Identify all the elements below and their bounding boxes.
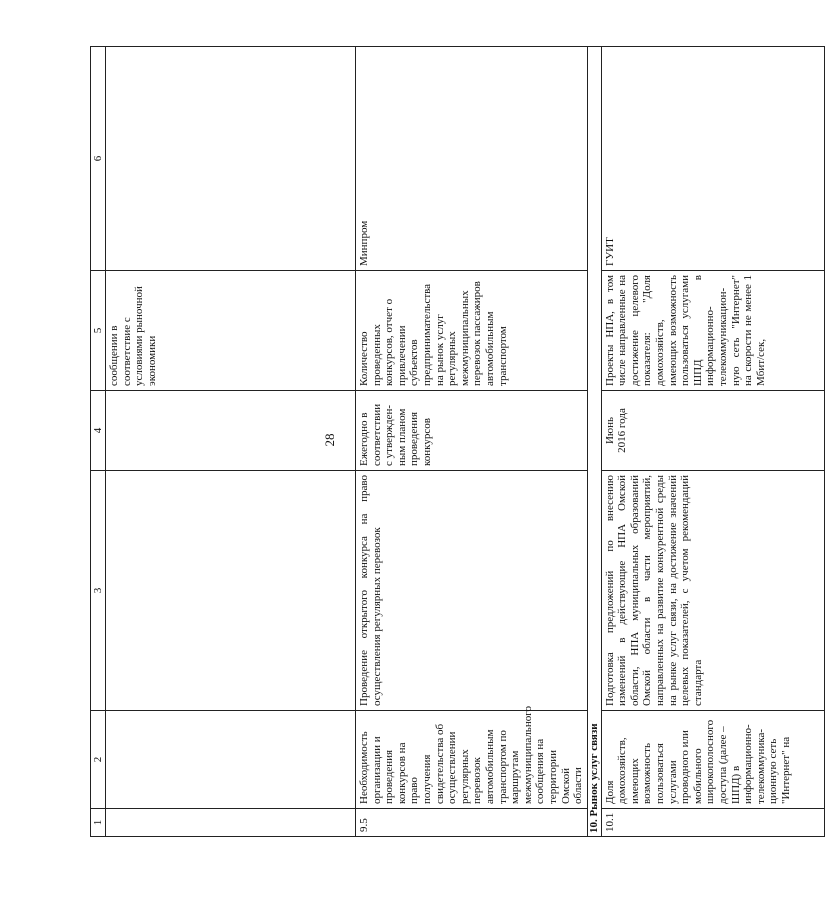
problem-cell: Необходимость организации и проведения конкурсов на право получения свидетельства об осуществлении регулярных перевозок автомобильным транспортом по маршрутам межмуниципального сообщения на территории Омской области — [356, 711, 588, 809]
header-cell: 3 — [91, 471, 106, 711]
problem-cell: Доля домохозяйств, имеющих возможность пользоваться услугами проводного или мобильного широкополосного доступа (далее – ШПД) в информационно- телекоммуника- ционную сеть "Интернет" на — [601, 711, 824, 809]
problem-cell — [106, 711, 356, 809]
table-row — [106, 47, 356, 837]
section-title: 10. Рынок услуг связи — [587, 47, 601, 837]
executor-cell — [106, 47, 356, 271]
deadline-cell: Июнь 2016 года — [601, 391, 824, 471]
header-cell: 1 — [91, 809, 106, 837]
measure-cell — [106, 471, 356, 711]
measure-cell: Проведение открытого конкурса на право осуществления регулярных перевозок — [356, 471, 588, 711]
deadline-cell: Ежегодно в соответствии с утвержден- ным планом проведения конкурсов — [356, 391, 588, 471]
header-row — [91, 47, 106, 837]
measure-cell: Подготовка предложений по внесению изменений в действующие НПА Омской области, НПА муниципальных образований Омской области в части мероприятий, направленных на развитие конкурентной среды на рынке услуг связи, на достижение значений целевых показателей, с учетом рекомендаций стандарта — [601, 471, 824, 711]
deadline-cell — [106, 391, 356, 471]
rotated-table-wrapper — [90, 47, 792, 837]
header-cell: 2 — [91, 711, 106, 809]
table-row — [601, 47, 824, 837]
page-number: 28 — [322, 433, 337, 447]
header-cell: 4 — [91, 391, 106, 471]
row-number: 10.1 — [601, 809, 824, 837]
executor-cell: ГУИТ — [601, 47, 824, 271]
result-cell: сообщении в соответствие с условиями рыночной экономики — [106, 271, 356, 391]
header-cell: 5 — [91, 271, 106, 391]
row-number — [106, 809, 356, 837]
table-row — [356, 47, 588, 837]
row-number: 9.5 — [356, 809, 588, 837]
header-cell: 6 — [91, 47, 106, 271]
executor-cell: Минпром — [356, 47, 588, 271]
section-row — [587, 47, 601, 837]
result-cell: Количество проведенных конкурсов, отчет о привлечении субъектов предпринимательства на рынок услуг регулярных межмуниципальных перевозок пассажиров автомобильным транспортом — [356, 271, 588, 391]
measures-table — [90, 46, 825, 837]
result-cell: Проекты НПА, в том числе направленные на достижение целевого показателя: "Доля домохозяйств, имеющих возможность пользоваться услугами ШПД в информационно-телекоммуникацион-ную сеть "Интернет" на скорости не менее 1 Мбит/сек, — [601, 271, 824, 391]
